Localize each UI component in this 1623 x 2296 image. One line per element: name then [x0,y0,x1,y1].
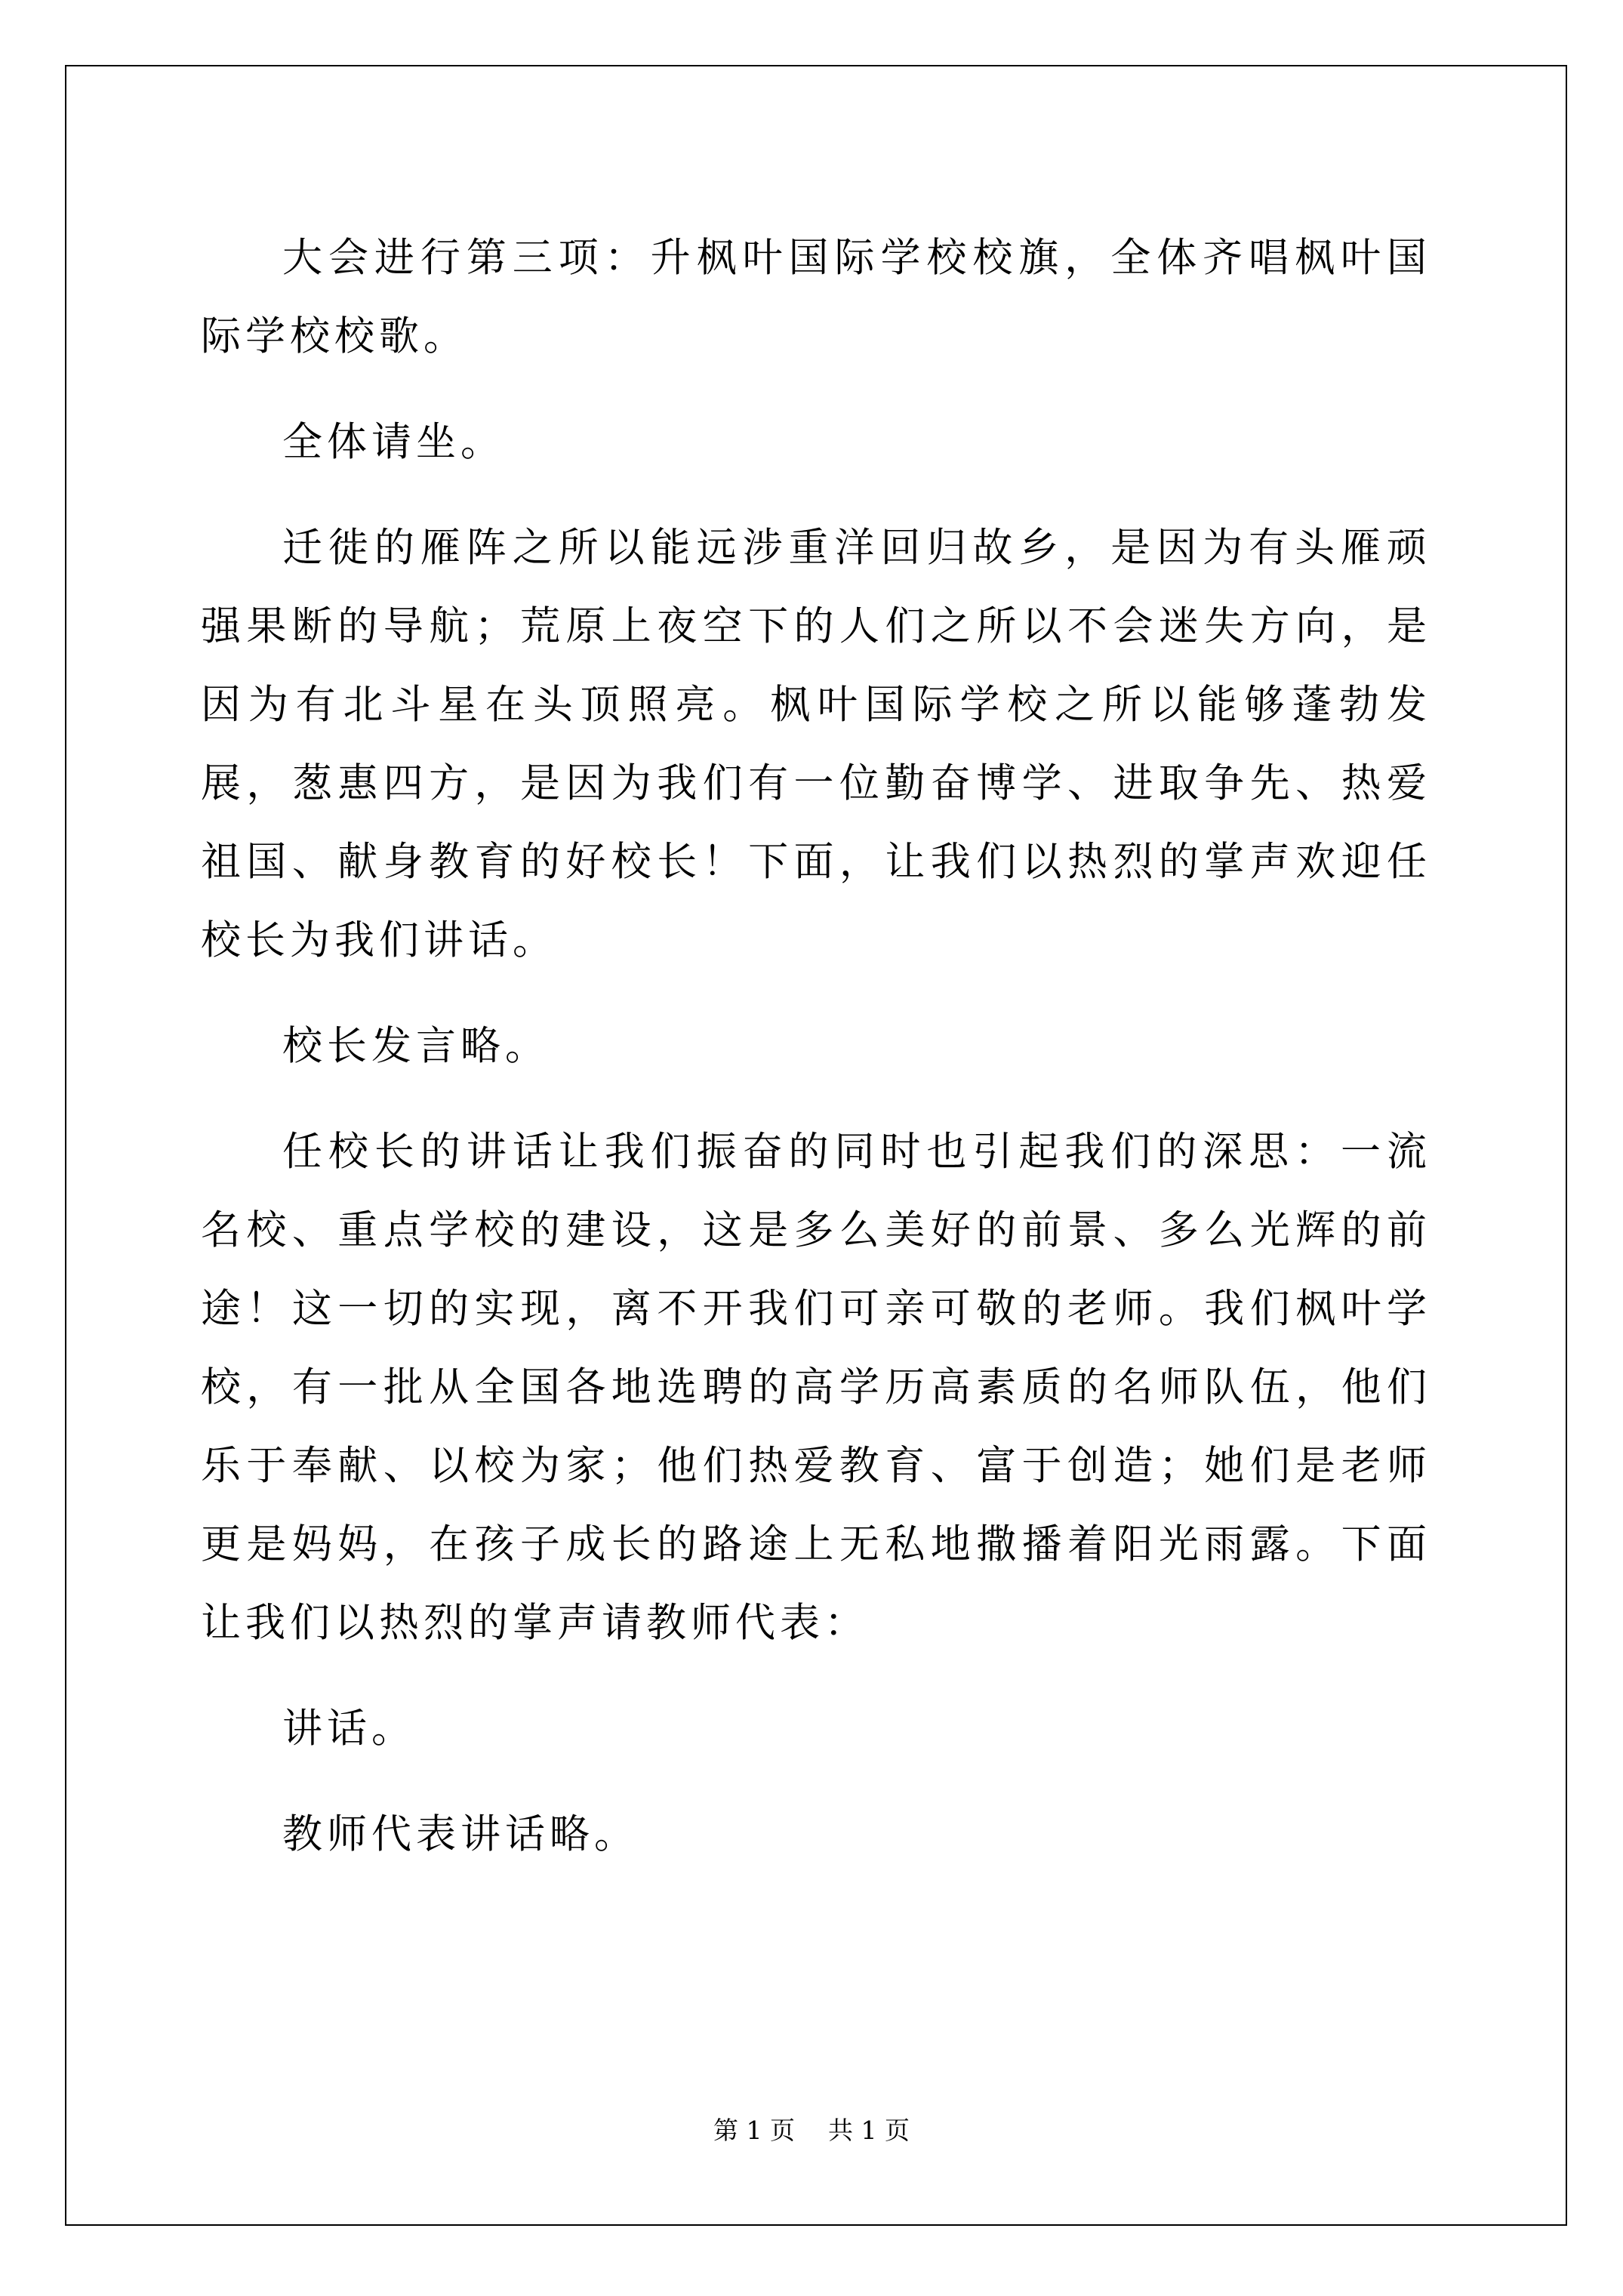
paragraph: 大会进行第三项：升枫叶国际学校校旗，全体齐唱枫叶国际学校校歌。 [201,235,1431,359]
paragraph: 任校长的讲话让我们振奋的同时也引起我们的深思：一流名校、重点学校的建设，这是多么美好的前景、多么光辉的前途！这一切的实现，离不开我们可亲可敬的老师。我们枫叶学校，有一批从全国各地选聘的高学历高素质的名师队伍，他们乐于奉献、以校为家；他们热爱教育、富于创造；她们是老师更是妈妈，在孩子成长的路途上无私地撒播着阳光雨露。下面让我们以热烈的掌声请教师代表： [201,1129,1431,1646]
paragraph: 讲话。 [282,1706,416,1752]
paragraph: 全体请坐。 [282,419,505,465]
page-number-current: 第 1 页 [713,2116,795,2145]
page-footer [0,2116,1623,2146]
paragraph: 迁徙的雁阵之所以能远涉重洋回归故乡，是因为有头雁顽强果断的导航；荒原上夜空下的人们之所以不会迷失方向，是因为有北斗星在头顶照亮。枫叶国际学校之所以能够蓬勃发展，葱惠四方，是因为我们有一位勤奋博学、进取争先、热爱祖国、献身教育的好校长！下面，让我们以热烈的掌声欢迎任校长为我们讲话。 [201,525,1431,963]
paragraph: 校长发言略。 [282,1023,550,1069]
paragraph: 教师代表讲话略。 [282,1811,639,1857]
document-body [201,219,1431,1901]
page-number-total: 共 1 页 [828,2116,910,2145]
